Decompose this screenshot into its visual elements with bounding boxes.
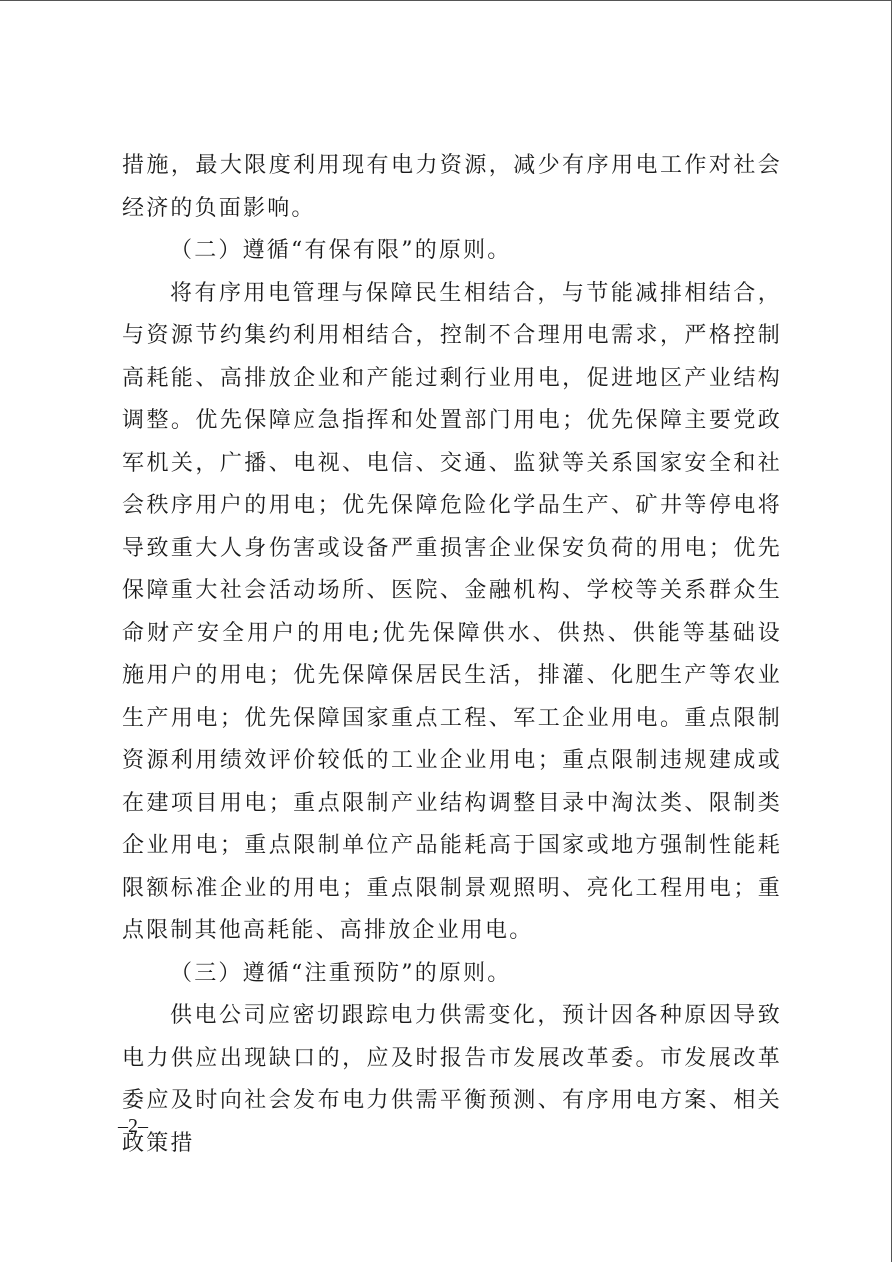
- page-number: –2–: [118, 1115, 148, 1137]
- paragraph-principles: 将有序用电管理与保障民生相结合，与节能减排相结合，与资源节约集约利用相结合，控制不合理用电需求，严格控制高耗能、高排放企业和产能过剩行业用电，促进地区产业结构调整。优先保障应急指挥和处置部门用电；优先保障主要党政军机关，广播、电视、电信、交通、监狱等关系国家安全和社会秩序用户的用电；优先保障危险化学品生产、矿井等停电将导致重大人身伤害或设备严重损害企业保安负荷的用电；优先保障重大社会活动场所、医院、金融机构、学校等关系群众生命财产安全用户的用电;优先保障供水、供热、供能等基础设施用户的用电；优先保障保居民生活，排灌、化肥生产等农业生产用电；优先保障国家重点工程、军工企业用电。重点限制资源利用绩效评价较低的工业企业用电；重点限制违规建成或在建项目用电；重点限制产业结构调整目录中淘汰类、限制类企业用电；重点限制单位产品能耗高于国家或地方强制性能耗限额标准企业的用电；重点限制景观照明、亮化工程用电；重点限制其他高耗能、高排放企业用电。: [122, 280, 782, 943]
- section-heading-2: （二）遵循“有保有限”的原则。: [170, 238, 512, 263]
- paragraph-prevention: 供电公司应密切跟踪电力供需变化，预计因各种原因导致电力供应出现缺口的，应及时报告市发展改革委。市发展改革委应及时向社会发布电力供需平衡预测、有序用电方案、相关政策措: [122, 1003, 782, 1156]
- body-text: [122, 145, 782, 1165]
- paragraph-continued: 措施，最大限度利用现有电力资源，减少有序用电工作对社会经济的负面影响。: [122, 153, 782, 221]
- section-heading-3: （三）遵循“注重预防”的原则。: [170, 960, 512, 986]
